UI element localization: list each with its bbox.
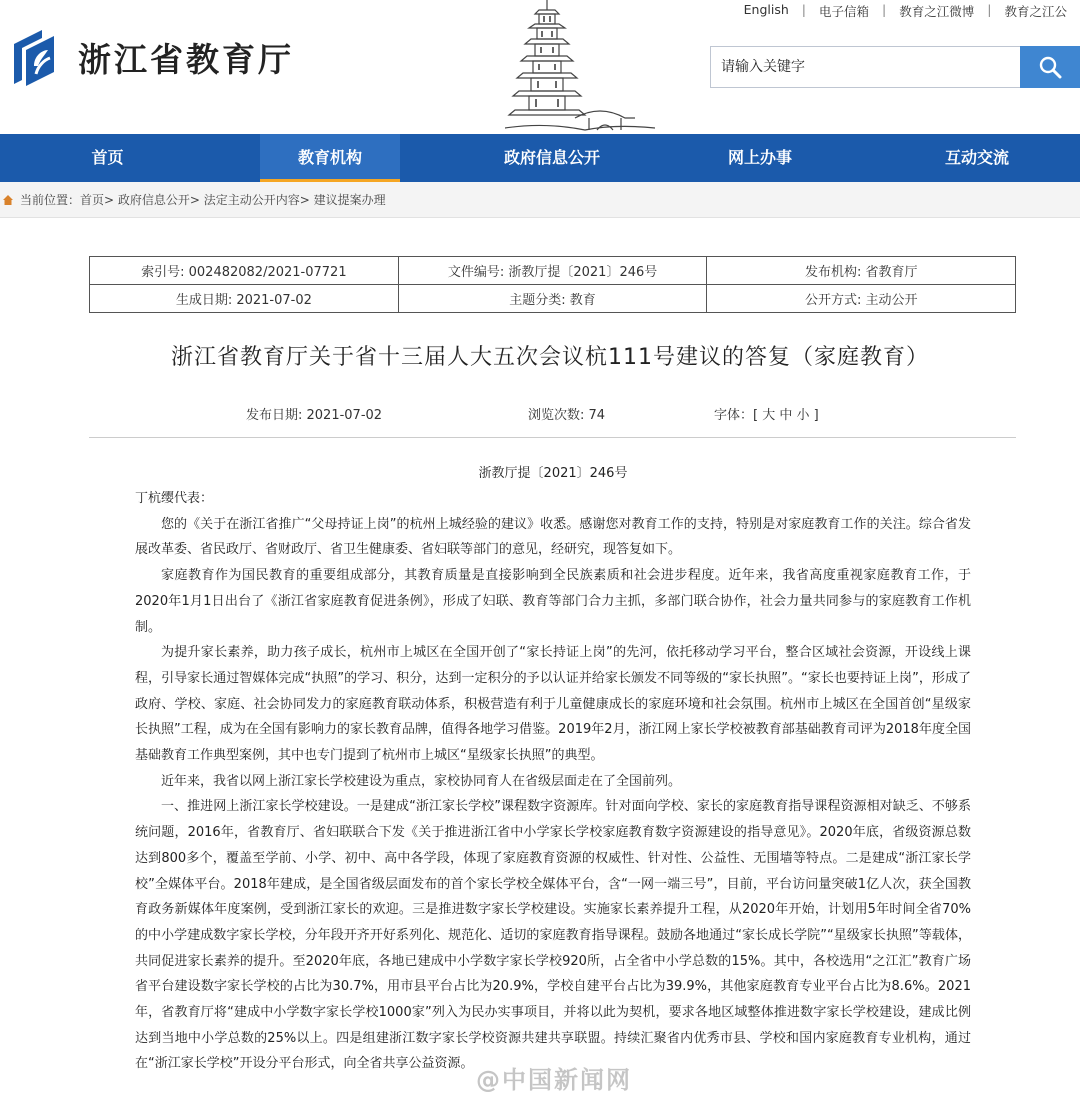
nav-online-services[interactable]: 网上办事 [727, 148, 792, 167]
site-header [0, 0, 1080, 134]
search-icon [1038, 55, 1062, 79]
article-info [0, 404, 1080, 424]
meta-topic: 主题分类: 教育 [398, 285, 707, 313]
meta-publisher: 发布机构: 省教育厅 [707, 257, 1016, 285]
font-size-switcher[interactable]: 字体：[ 大 中 小 ] [714, 408, 819, 423]
table-row [90, 257, 1016, 285]
link-wechat[interactable]: 教育之江公 [1004, 4, 1067, 19]
breadcrumb-text[interactable]: 当前位置：首页> 政府信息公开> 法定主动公开内容> 建议提案办理 [20, 193, 386, 207]
separator: | [801, 2, 807, 17]
search-box [710, 46, 1080, 88]
separator: | [987, 2, 992, 17]
page-title: 浙江省教育厅关于省十三届人大五次会议杭111号建议的答复（家庭教育） [171, 345, 929, 370]
watermark: @中国新闻网 [476, 1066, 632, 1094]
nav-home[interactable]: 首页 [91, 148, 124, 167]
document-meta-table [89, 256, 1016, 313]
search-input[interactable] [710, 46, 1020, 88]
home-icon [2, 194, 14, 206]
publish-date: 发布日期: 2021-07-02 [246, 408, 383, 423]
nav-gov-info[interactable]: 政府信息公开 [503, 148, 600, 167]
paragraph: 近年来，我省以网上浙江家长学校建设为重点，家校协同育人在省级层面走在了全国前列。 [161, 773, 682, 789]
paragraph: 家庭教育作为国民教育的重要组成部分，其教育质量是直接影响到全民族素质和社会进步程度。近年来，我省高度重视家庭教育工作，于2020年1月1日出台了《浙江省家庭教育促进条例》，形成了妇联、教育等部门合力主抓，多部门联合协作，社会力量共同参与的家庭教育工作机制。 [135, 568, 971, 635]
top-links [731, 2, 1080, 20]
breadcrumb [0, 182, 1080, 218]
divider [89, 437, 1016, 438]
nav-interaction[interactable]: 互动交流 [944, 148, 1009, 167]
search-button[interactable] [1020, 46, 1080, 88]
salutation: 丁杭缨代表： [135, 491, 214, 506]
separator: | [882, 2, 887, 17]
link-english[interactable]: English [743, 2, 789, 17]
link-weibo[interactable]: 教育之江微博 [899, 4, 975, 19]
paragraph: 为提升家长素养，助力孩子成长，杭州市上城区在全国开创了“家长持证上岗”的先河，依托移动学习平台，整合区域社会资源，开设线上课程，引导家长通过智媒体完成“执照”的学习、积分，达到一定积分的予以认证并给家长颁发不同等级的“家长执照”。“家长也要持证上岗”，形成了政府、学校、家庭、社会协同发力的家庭教育联动体系，积极营造有利于儿童健康成长的家庭环境和社会氛围。杭州市上城区在全国首创“星级家长执照”工程，成为在全国有影响力的家长教育品牌，值得各地学习借鉴。2019年2月，浙江网上家长学校被教育部基础教育司评为2018年度全国基础教育工作典型案例，其中也专门提到了杭州市上城区“星级家长执照”的典型。 [135, 645, 971, 764]
nav-education-institutions[interactable]: 教育机构 [260, 134, 400, 182]
logo-mark-icon [8, 26, 66, 88]
paragraph: 一、推进网上浙江家长学校建设。一是建成“浙江家长学校”课程数字资源库。针对面向学校、家长的家庭教育指导课程资源相对缺乏、不够系统问题，2016年，省教育厅、省妇联联合下发《关于推进浙江省中小学家长学校家庭教育数字资源建设的指导意见》。2020年底，省级资源总数达到800多个，覆盖至学前、小学、初中、高中各学段，体现了家庭教育资源的权威性、针对性、公益性、无围墙等特点。二是建成“浙江家长学校”全媒体平台。2018年建成，是全国省级层面发布的首个家长学校全媒体平台，含“一网一端三号”，目前，平台访问量突破1亿人次，获全国教育政务新媒体年度案例，受到浙江家长的欢迎。三是推进数字家长学校建设。实施家长素养提升工程，从2020年开始，计划用5年时间全省70%的中小学建成数字家长学校，分年段开齐开好系列化、规范化、适切的家庭教育指导课程。鼓励各地通过“家长成长学院”“星级家长执照”等载体，共同促进家长素养的提升。至2020年底，各地已建成中小学数字家长学校920所，占全省中小学总数的15%。其中，各校选用“之江汇”教育广场省平台建设数字家长学校的占比为30.7%，用市县平台占比为20.9%，学校自建平台占比为39.9%，其他家庭教育专业平台占比为8.6%。2021年，省教育厅将“建成中小学数字家长学校1000家”列入为民办实事项目，并将以此为契机，要求各地区域整体推进数字家长学校建设，建成比例达到当地中小学总数的25%以上。四是组建浙江数字家长学校资源共建共享联盟。持续汇聚省内优秀市县、学校和国内家庭教育专业机构，通过在“浙江家长学校”开设分平台形式，向全省共享公益资源。 [135, 799, 971, 1072]
meta-index-number: 索引号: 002482082/2021-07721 [90, 257, 399, 285]
article-body [135, 486, 971, 1077]
meta-disclosure: 公开方式: 主动公开 [707, 285, 1016, 313]
meta-file-number: 文件编号: 浙教厅提〔2021〕246号 [398, 257, 707, 285]
meta-created-date: 生成日期: 2021-07-02 [90, 285, 399, 313]
pagoda-illustration-icon [505, 0, 655, 134]
paragraph: 您的《关于在浙江省推广“父母持证上岗”的杭州上城经验的建议》收悉。感谢您对教育工作的支持，特别是对家庭教育工作的关注。综合省发展改革委、省民政厅、省财政厅、省卫生健康委、省妇联等部门的意见，经研究，现答复如下。 [135, 516, 971, 558]
link-email[interactable]: 电子信箱 [819, 4, 870, 19]
site-name: 浙江省教育厅 [78, 39, 294, 79]
view-count: 浏览次数: 74 [528, 408, 606, 423]
table-row [90, 285, 1016, 313]
site-logo[interactable] [8, 26, 294, 88]
doc-number: 浙教厅提〔2021〕246号 [478, 466, 628, 481]
main-nav [0, 134, 1080, 182]
